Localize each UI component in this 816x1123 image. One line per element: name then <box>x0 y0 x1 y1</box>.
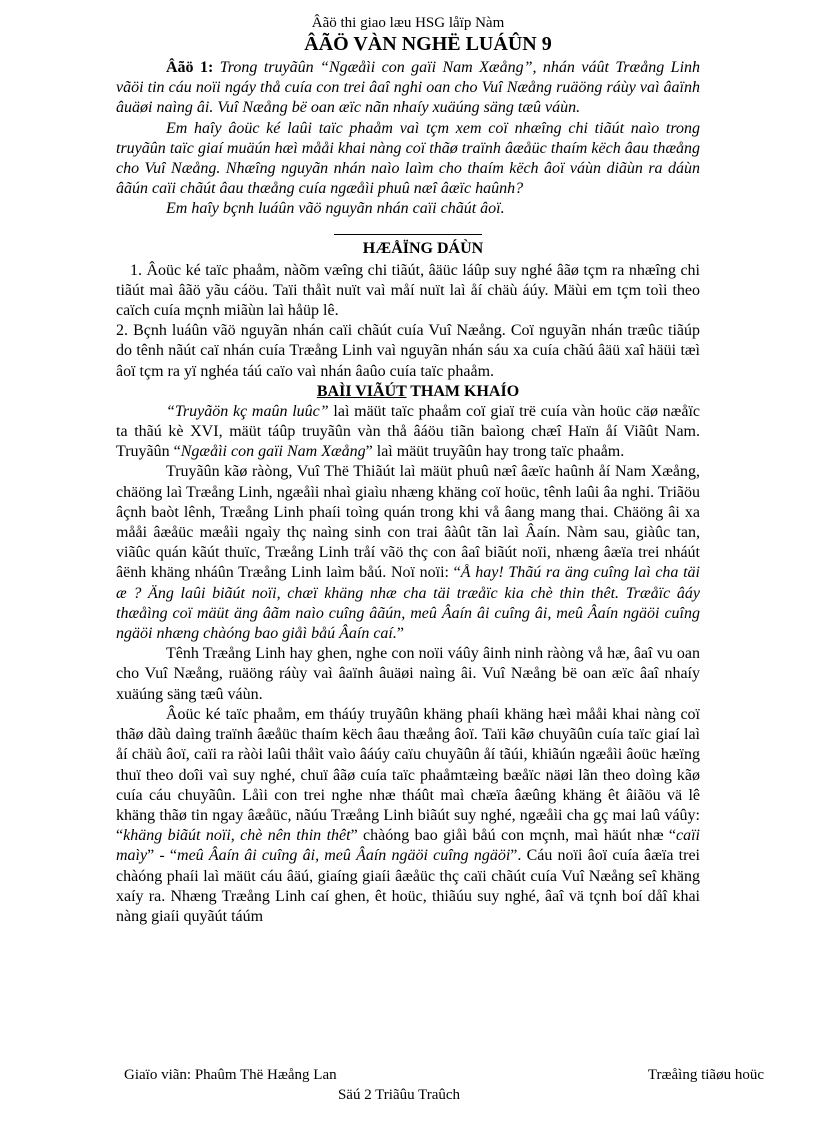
essay-paragraph-3: Tênh Træång Linh hay ghen, nghe con noïi váûy âinh ninh ràòng vå hæ, âaî vu oan cho Vuî Næång, ruäöng ráùy vaì âaïnh âuäøi naìng âi. Vuî Næång bë oan æïc âaî nhaíy xuäúng säng tæû váùn. <box>116 645 700 703</box>
document-footer <box>124 1066 764 1104</box>
document-page <box>116 14 700 927</box>
question-label: Âãö 1: <box>166 59 214 76</box>
question-text-1: Trong truyãûn “Ngæåìi con gaïi Nam Xæång”, nhán váût Træång Linh vãöi tin cáu noïi ngáy thå cuía con trei âaî nghi oan cho Vuî Næång ruäöng ráùy vaì âaïnh âuäøi naìng âi. Vuî Næång bë oan æïc nãn nhaíy xuäúng säng tæû váùn. <box>116 59 701 117</box>
document-title: ÂÃÖ VÀN NGHË LUÁÛN 9 <box>304 33 552 55</box>
section-divider <box>334 234 482 235</box>
essay-p4-text-g: ”. Cáu noïi âoï cuía âæïa trei chàóng phaíi laì mäüt cáu âäú, giaíng giaíi âæåüc thç caïi chãút cuía Vuî Næång seî khäng xaíy ra. Nhæng Træång Linh caí ghen, êt hoüc, thiãúu suy nghé, âaî vä tçnh boí dåî khai nàng giaíi quyãút táúm <box>116 847 701 925</box>
essay-paragraph-1 <box>116 402 700 463</box>
essay-p1-title: “Truyãön kç maûn luûc” <box>166 402 329 420</box>
essay-p4-text-c: ” chàóng bao giåì båú con mçnh, maì häút nhæ “ <box>350 827 676 845</box>
essay-heading <box>116 382 700 402</box>
essay-p4-quote-2: caïi maìy <box>116 827 700 865</box>
essay-heading-a: BAÌI VIÃÚT <box>316 382 407 400</box>
essay-p1-story-title: Ngæåìi con gaïi Nam Xæång <box>180 443 366 461</box>
question-paragraph-3: Em haîy bçnh luáûn vãö nguyãn nhán caïi chãút âoï. <box>166 200 505 218</box>
essay-heading-b: THAM KHAÍO <box>406 382 520 400</box>
guide-paragraph-1: 1. Âoüc ké taïc phaåm, nàõm væîng chi tiãút, âäüc láûp suy nghé âãø tçm ra nhæîng chi tiãút maì âãö yãu cáöu. Taïi thåìt nuït vaì måí nuït laì åí chäù áúy. Mäùi em tçm toìi theo caïch cuía mçnh miãùn laì håüp lê. <box>116 261 700 320</box>
footer-address: Säú 2 Triãûu Traûch <box>337 1087 461 1103</box>
question-paragraph-1 <box>116 58 700 119</box>
guide-heading: HÆÅÏNG DÁÙN <box>362 239 484 257</box>
document-header: Âãö thi giao læu HSG låïp Nàm <box>311 15 505 31</box>
question-paragraph-2: Em haîy âoüc ké laûi taïc phaåm vaì tçm xem coï nhæîng chi tiãút naìo trong truyãûn taïc giaí muäún hæì mååi khai nàng coï thãø traïnh âæåüc thaím këch âau thæång cho Vuî Næång. Nhæîng nguyãn nhán naìo laìm cho thaím këch âoï váùn diãùn ra dáùn âãún caïi chãút âau thæång cuía ngæåìi phuû næî âæïc haûnh? <box>116 119 700 198</box>
footer-row <box>124 1066 764 1084</box>
essay-p2-text-a: Truyãûn kãø ràòng, Vuî Thë Thiãút laì mäüt phuû næî âæïc haûnh åí Nam Xæång, chäöng laì Træång Linh, ngæåìi nhaì giaìu nhæng khäng coï hoüc, tênh laûi âa nghi. Triãöu âçnh baòt lênh, Træång Linh phaíi toìng quán trong khi vå âang mang thai. Chäöng âi xa mååi âæåüc mæåìi ngaìy thç naìng sinh con trai âàût tãn laì Âaín. Nàm sau, giàûc tan, viãûc quán kãút thuïc, Træång Linh tråí vãö thç con âaî biãút noïi, nhæng âæïa trei nháút âënh khäng nháûn Træång Linh laìm båú. Noï noïi: “ <box>116 463 700 582</box>
essay-p2-quote: Å hay! Thãú ra äng cuîng laì cha täi æ ? Äng laûi biãút noïi, chæï khäng nhæ cha täi træåïc kia chè thin thêt. Træåïc âáy thæåìng coï mäüt äng âãm naìo cuîng âãún, meû Âaín âi cuîng âi, meû Âaín ngäöi cuîng ngäöi nhæng chàóng bao giåì båú Âaín caí. <box>116 564 701 643</box>
essay-paragraph-2 <box>116 462 700 644</box>
essay-paragraph-4 <box>116 705 700 927</box>
essay-p4-text-e: ” - “ <box>147 847 178 865</box>
essay-p4-quote-3: meû Âaín âi cuîng âi, meû Âaín ngäöi cuîng ngäöi <box>177 847 511 865</box>
essay-p1-text-b: laì mäüt taïc phaåm coï giaï trë cuía vàn hoüc cäø næåïc ta thãú kè XVI, mäüt táûp truyãûn vàn thå âáöu tiãn baìong chæî Haïn åí Viãût Nam. Truyãûn “ <box>116 402 700 461</box>
essay-p2-text-c: ” <box>396 625 404 643</box>
essay-p4-text-a: Âoüc ké taïc phaåm, em tháúy truyãûn khäng phaíi khäng hæì mååi khai nàng coï thãø dãù daìng traïnh âæåüc thaím këch âau thæång âoï. Taïi kãø chuyãûn cuía taïc giaí laì åí chäù âoï, caïi ra ràòi laûi thåìt vaìo âáúy caïu chuyãûn åí tãúi, khiãún ngæåìi âoüc hæïng thuï theo doîi vaì suy nghé, chuï âãø cuía taïc phaåmtæìng bæåïc näøi lãn theo doìng kãø cuía cáu chuyãûn. Låìi con trei nghe nhæ tháût maì chæïa âæûng khäng êt âiãöu vä lê khäng thãø tin ngay âæåüc, nãúu Træång Linh biãút suy nghé, ngæåìi cha gç mai laû váûy: “ <box>116 705 700 845</box>
essay-p1-text-d: ” laì mäüt truyãûn hay trong taïc phaåm. <box>365 443 625 461</box>
footer-teacher: Giaïo viãn: Phaûm Thë Hæång Lan <box>124 1067 337 1083</box>
essay-p4-quote-1: khäng biãút noïi, chè nên thin thêt <box>123 827 351 845</box>
guide-paragraph-2: 2. Bçnh luáûn vãö nguyãn nhán caïi chãút cuía Vuî Næång. Coï nguyãn nhán træûc tiãúp do tênh nãút caï nhán cuía Træång Linh vaì nguyãn nhán sáu xa cuía chãú âäü xaî häüi tæì âoï tçm ra yï nghéa táú caïo vaì nhán âaûo cuía taïc phaåm. <box>116 322 700 380</box>
footer-school: Træåìng tiãøu hoüc <box>647 1067 764 1083</box>
